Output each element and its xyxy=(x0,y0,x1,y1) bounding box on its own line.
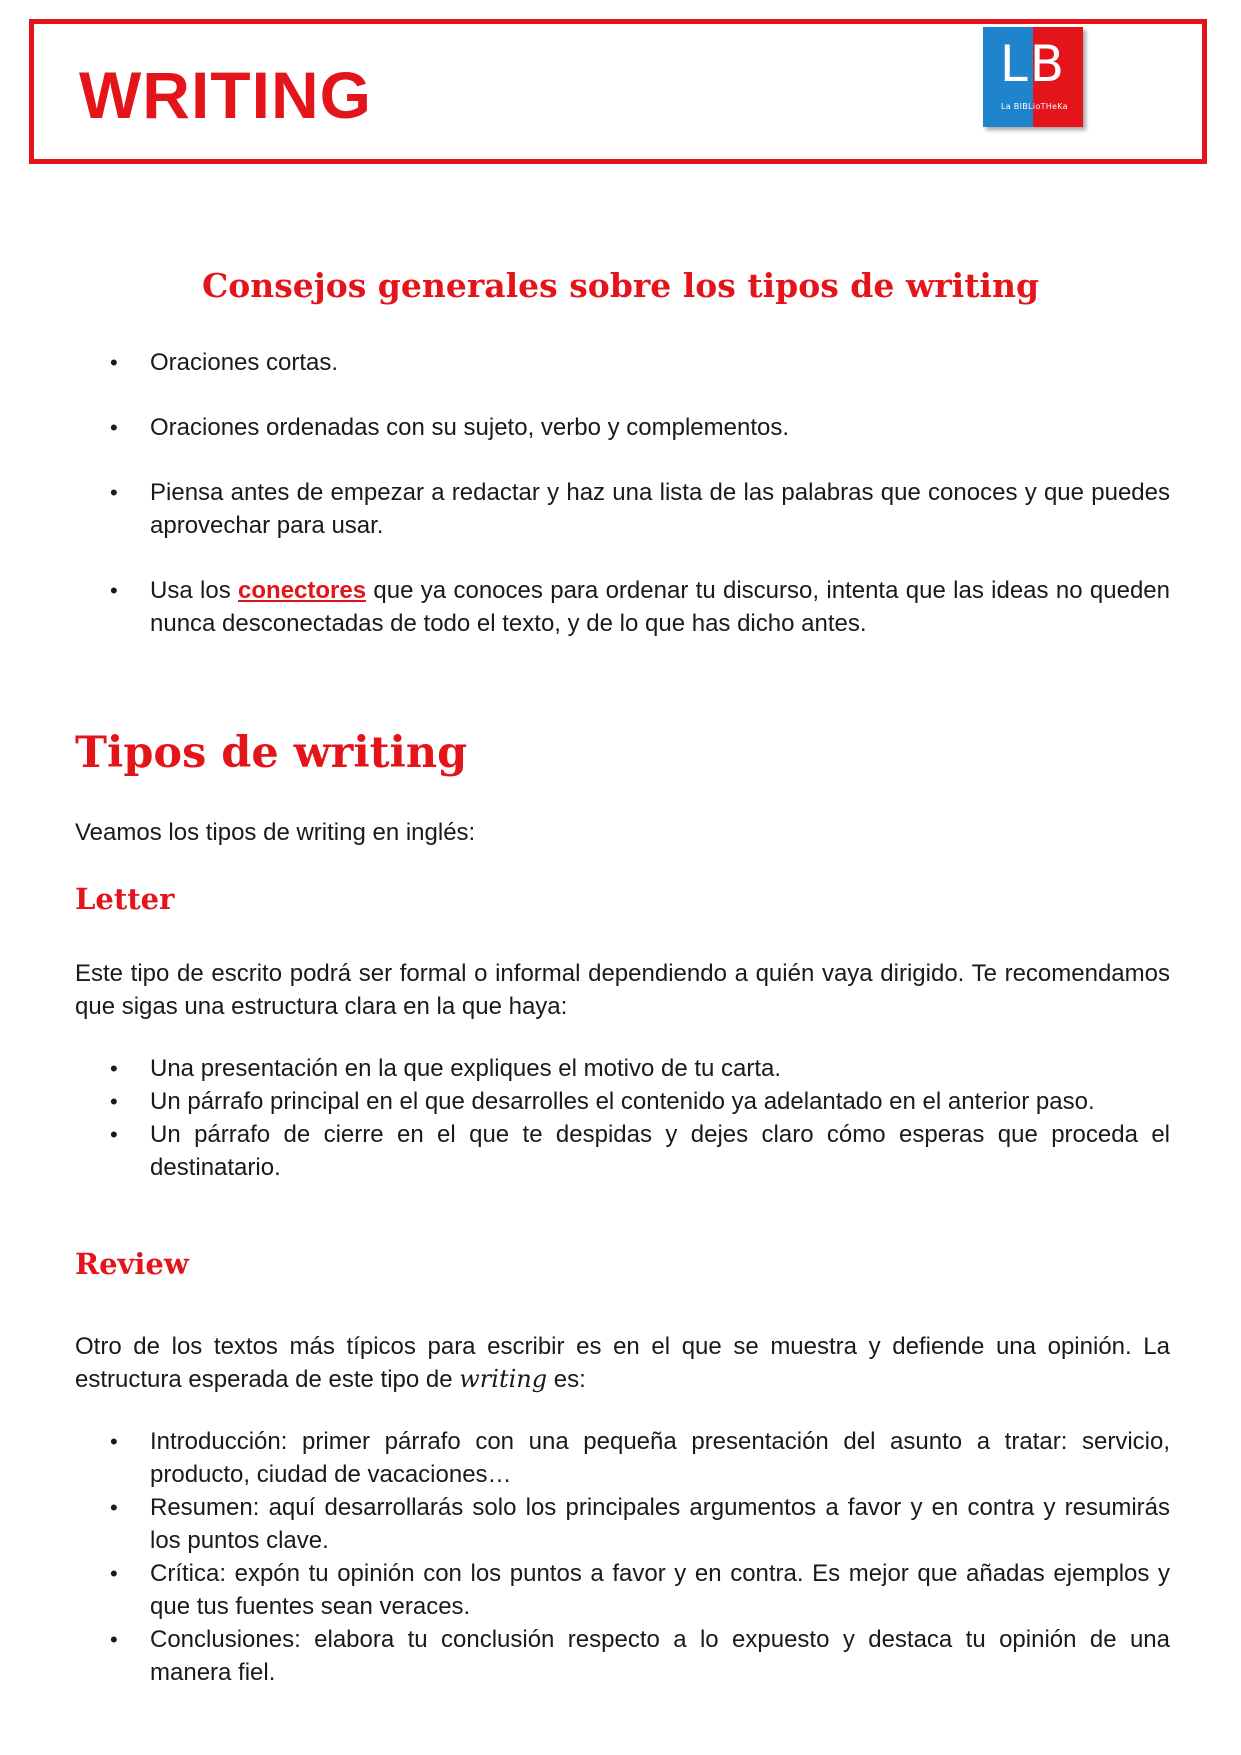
letter-list xyxy=(150,1052,1170,1184)
consejos-heading: Consejos generales sobre los tipos de writing xyxy=(201,266,1040,305)
review-text-after: es: xyxy=(547,1366,586,1393)
list-item xyxy=(150,574,1170,640)
conectores-link[interactable]: conectores xyxy=(238,577,367,604)
letter-heading: Letter xyxy=(75,882,175,916)
item-text-before: Usa los xyxy=(150,577,239,604)
list-item: • Un párrafo principal en el que desarrolles el contenido ya adelantado en el anterior paso. xyxy=(150,1085,1170,1118)
tipos-heading: Tipos de writing xyxy=(75,728,468,778)
item-text-after: que ya conoces para ordenar tu discurso, intenta que las ideas no queden nunca desconectadas de todo el texto, y de lo que has dicho antes. xyxy=(150,577,1170,637)
review-list xyxy=(150,1425,1170,1689)
letter-paragraph: Este tipo de escrito podrá ser formal o informal dependiendo a quién vaya dirigido. Te recomendamos que sigas una estructura clara en la que haya: xyxy=(75,960,1170,1020)
list-item: • Resumen: aquí desarrollarás solo los principales argumentos a favor y en contra y resumirás los puntos clave. xyxy=(150,1491,1170,1557)
logo-letters: LB xyxy=(999,35,1067,93)
review-heading: Review xyxy=(75,1247,189,1281)
review-text-italic: writing xyxy=(459,1365,548,1393)
review-paragraph xyxy=(75,1330,1170,1396)
tipos-intro: Veamos los tipos de writing en inglés: xyxy=(75,819,476,846)
list-item: • Un párrafo de cierre en el que te despidas y dejes claro cómo esperas que proceda el destinatario. xyxy=(150,1118,1170,1184)
list-item: • Conclusiones: elabora tu conclusión respecto a lo expuesto y destaca tu opinión de una manera fiel. xyxy=(150,1623,1170,1689)
list-item: • Crítica: expón tu opinión con los puntos a favor y en contra. Es mejor que añadas ejemplos y que tus fuentes sean veraces. xyxy=(150,1557,1170,1623)
logo-subtitle: La BIBLioTHeKa xyxy=(1001,102,1068,111)
list-item: • Oraciones cortas. xyxy=(150,346,1170,379)
labibliotheka-logo xyxy=(983,27,1083,127)
list-item: • Oraciones ordenadas con su sujeto, verbo y complementos. xyxy=(150,411,1170,444)
consejos-list xyxy=(150,346,1170,672)
page-title: WRITING xyxy=(79,58,372,132)
list-item: • Una presentación en la que expliques el motivo de tu carta. xyxy=(150,1052,1170,1085)
list-item: • Introducción: primer párrafo con una pequeña presentación del asunto a tratar: servicio, producto, ciudad de vacaciones… xyxy=(150,1425,1170,1491)
review-text-before: Otro de los textos más típicos para escribir es en el que se muestra y defiende una opinión. La estructura esperada de este tipo de xyxy=(75,1333,1170,1393)
list-item: • Piensa antes de empezar a redactar y haz una lista de las palabras que conoces y que puedes aprovechar para usar. xyxy=(150,476,1170,542)
